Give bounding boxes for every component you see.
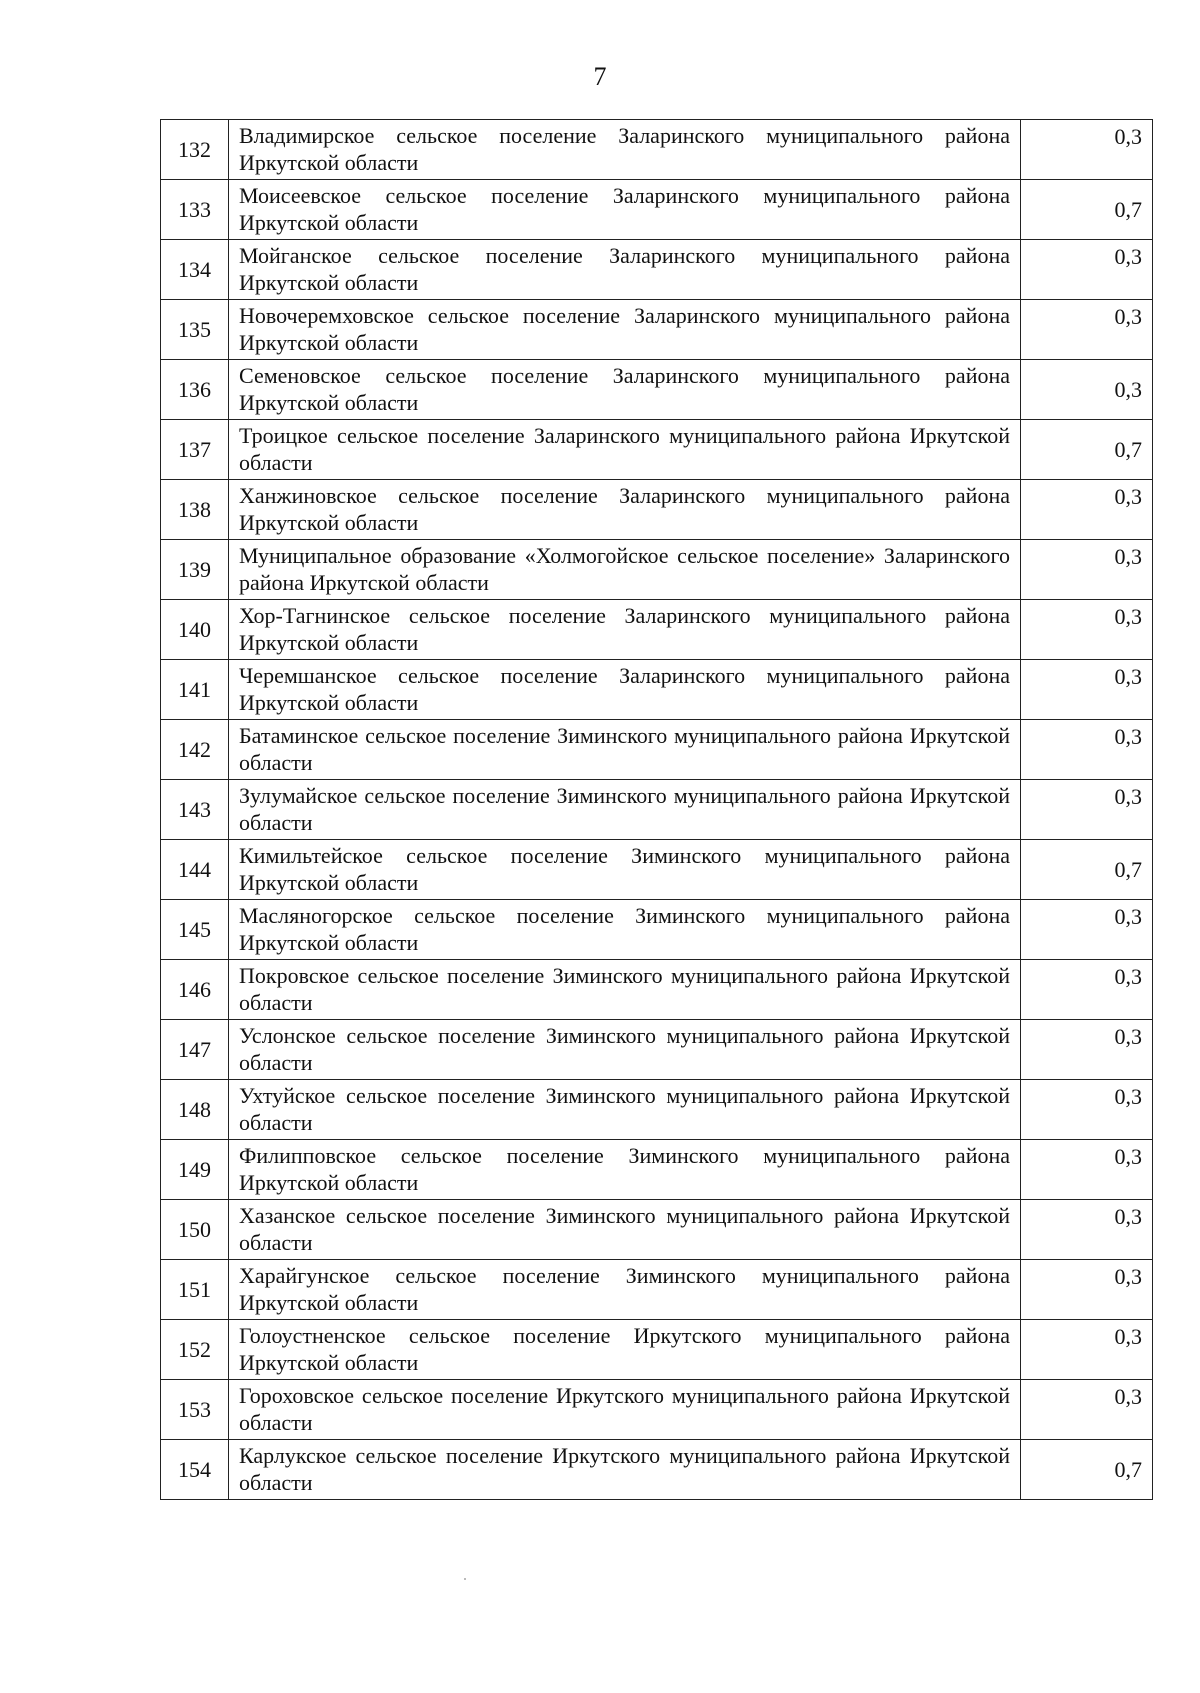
row-number: 136 bbox=[161, 360, 229, 420]
coefficient-value: 0,3 bbox=[1021, 480, 1153, 540]
table-row bbox=[161, 960, 1153, 1020]
table-row bbox=[161, 780, 1153, 840]
settlement-name: Филипповское сельское поселение Зиминского муниципального района Иркутской области bbox=[229, 1140, 1021, 1200]
settlement-name: Голоустненское сельское поселение Иркутского муниципального района Иркутской области bbox=[229, 1320, 1021, 1380]
coefficient-value: 0,7 bbox=[1021, 1440, 1153, 1500]
coefficient-value: 0,3 bbox=[1021, 1380, 1153, 1440]
settlement-name: Мойганское сельское поселение Заларинского муниципального района Иркутской области bbox=[229, 240, 1021, 300]
row-number: 141 bbox=[161, 660, 229, 720]
row-number: 139 bbox=[161, 540, 229, 600]
table-row bbox=[161, 360, 1153, 420]
coefficient-value: 0,3 bbox=[1021, 1200, 1153, 1260]
table-row bbox=[161, 900, 1153, 960]
coefficient-value: 0,3 bbox=[1021, 1080, 1153, 1140]
settlement-name: Услонское сельское поселение Зиминского муниципального района Иркутской области bbox=[229, 1020, 1021, 1080]
settlement-name: Семеновское сельское поселение Заларинского муниципального района Иркутской области bbox=[229, 360, 1021, 420]
row-number: 152 bbox=[161, 1320, 229, 1380]
coefficient-value: 0,3 bbox=[1021, 120, 1153, 180]
page-number: 7 bbox=[593, 62, 607, 91]
coefficient-value: 0,3 bbox=[1021, 600, 1153, 660]
coefficient-value: 0,3 bbox=[1021, 1320, 1153, 1380]
settlement-name: Муниципальное образование «Холмогойское сельское поселение» Заларинского района Иркутской области bbox=[229, 540, 1021, 600]
coefficient-value: 0,3 bbox=[1021, 540, 1153, 600]
row-number: 134 bbox=[161, 240, 229, 300]
settlement-name: Владимирское сельское поселение Заларинского муниципального района Иркутской области bbox=[229, 120, 1021, 180]
table-row bbox=[161, 1140, 1153, 1200]
coefficient-value: 0,7 bbox=[1021, 420, 1153, 480]
row-number: 142 bbox=[161, 720, 229, 780]
settlement-name: Черемшанское сельское поселение Заларинского муниципального района Иркутской области bbox=[229, 660, 1021, 720]
coefficient-value: 0,3 bbox=[1021, 660, 1153, 720]
settlement-name: Ханжиновское сельское поселение Заларинского муниципального района Иркутской области bbox=[229, 480, 1021, 540]
table-row bbox=[161, 120, 1153, 180]
row-number: 150 bbox=[161, 1200, 229, 1260]
coefficient-value: 0,3 bbox=[1021, 300, 1153, 360]
settlement-name: Новочеремховское сельское поселение Заларинского муниципального района Иркутской области bbox=[229, 300, 1021, 360]
row-number: 135 bbox=[161, 300, 229, 360]
coefficient-value: 0,3 bbox=[1021, 240, 1153, 300]
settlement-name: Батаминское сельское поселение Зиминского муниципального района Иркутской области bbox=[229, 720, 1021, 780]
row-number: 151 bbox=[161, 1260, 229, 1320]
coefficient-value: 0,3 bbox=[1021, 1260, 1153, 1320]
settlement-name: Хазанское сельское поселение Зиминского муниципального района Иркутской области bbox=[229, 1200, 1021, 1260]
row-number: 149 bbox=[161, 1140, 229, 1200]
row-number: 133 bbox=[161, 180, 229, 240]
row-number: 148 bbox=[161, 1080, 229, 1140]
row-number: 132 bbox=[161, 120, 229, 180]
table-row bbox=[161, 1200, 1153, 1260]
row-number: 147 bbox=[161, 1020, 229, 1080]
settlements-table bbox=[160, 119, 1153, 1500]
row-number: 140 bbox=[161, 600, 229, 660]
table-row bbox=[161, 240, 1153, 300]
table-row bbox=[161, 540, 1153, 600]
settlement-name: Масляногорское сельское поселение Зиминского муниципального района Иркутской области bbox=[229, 900, 1021, 960]
table-row bbox=[161, 420, 1153, 480]
coefficient-value: 0,3 bbox=[1021, 900, 1153, 960]
settlement-name: Моисеевское сельское поселение Заларинского муниципального района Иркутской области bbox=[229, 180, 1021, 240]
table-row bbox=[161, 1080, 1153, 1140]
table-row bbox=[161, 1440, 1153, 1500]
settlement-name: Карлукское сельское поселение Иркутского муниципального района Иркутской области bbox=[229, 1440, 1021, 1500]
settlement-name: Ухтуйское сельское поселение Зиминского муниципального района Иркутской области bbox=[229, 1080, 1021, 1140]
coefficient-value: 0,7 bbox=[1021, 180, 1153, 240]
settlement-name: Гороховское сельское поселение Иркутского муниципального района Иркутской области bbox=[229, 1380, 1021, 1440]
settlement-name: Харайгунское сельское поселение Зиминского муниципального района Иркутской области bbox=[229, 1260, 1021, 1320]
table-row bbox=[161, 840, 1153, 900]
coefficient-value: 0,7 bbox=[1021, 840, 1153, 900]
row-number: 143 bbox=[161, 780, 229, 840]
coefficient-value: 0,3 bbox=[1021, 1020, 1153, 1080]
coefficient-value: 0,3 bbox=[1021, 960, 1153, 1020]
coefficient-value: 0,3 bbox=[1021, 720, 1153, 780]
settlement-name: Покровское сельское поселение Зиминского муниципального района Иркутской области bbox=[229, 960, 1021, 1020]
table-row bbox=[161, 660, 1153, 720]
row-number: 144 bbox=[161, 840, 229, 900]
settlement-name: Хор-Тагнинское сельское поселение Заларинского муниципального района Иркутской области bbox=[229, 600, 1021, 660]
row-number: 137 bbox=[161, 420, 229, 480]
coefficient-value: 0,3 bbox=[1021, 360, 1153, 420]
row-number: 154 bbox=[161, 1440, 229, 1500]
coefficient-value: 0,3 bbox=[1021, 1140, 1153, 1200]
row-number: 138 bbox=[161, 480, 229, 540]
row-number: 153 bbox=[161, 1380, 229, 1440]
table-row bbox=[161, 480, 1153, 540]
table-row bbox=[161, 1260, 1153, 1320]
coefficient-value: 0,3 bbox=[1021, 780, 1153, 840]
table-body bbox=[161, 120, 1153, 1500]
table-row bbox=[161, 1380, 1153, 1440]
table-row bbox=[161, 300, 1153, 360]
table-row bbox=[161, 1320, 1153, 1380]
row-number: 145 bbox=[161, 900, 229, 960]
settlement-name: Кимильтейское сельское поселение Зиминского муниципального района Иркутской области bbox=[229, 840, 1021, 900]
table-row bbox=[161, 600, 1153, 660]
settlement-name: Зулумайское сельское поселение Зиминского муниципального района Иркутской области bbox=[229, 780, 1021, 840]
row-number: 146 bbox=[161, 960, 229, 1020]
scan-speck bbox=[464, 1578, 466, 1580]
table-row bbox=[161, 180, 1153, 240]
table-row bbox=[161, 720, 1153, 780]
settlement-name: Троицкое сельское поселение Заларинского муниципального района Иркутской области bbox=[229, 420, 1021, 480]
table-row bbox=[161, 1020, 1153, 1080]
